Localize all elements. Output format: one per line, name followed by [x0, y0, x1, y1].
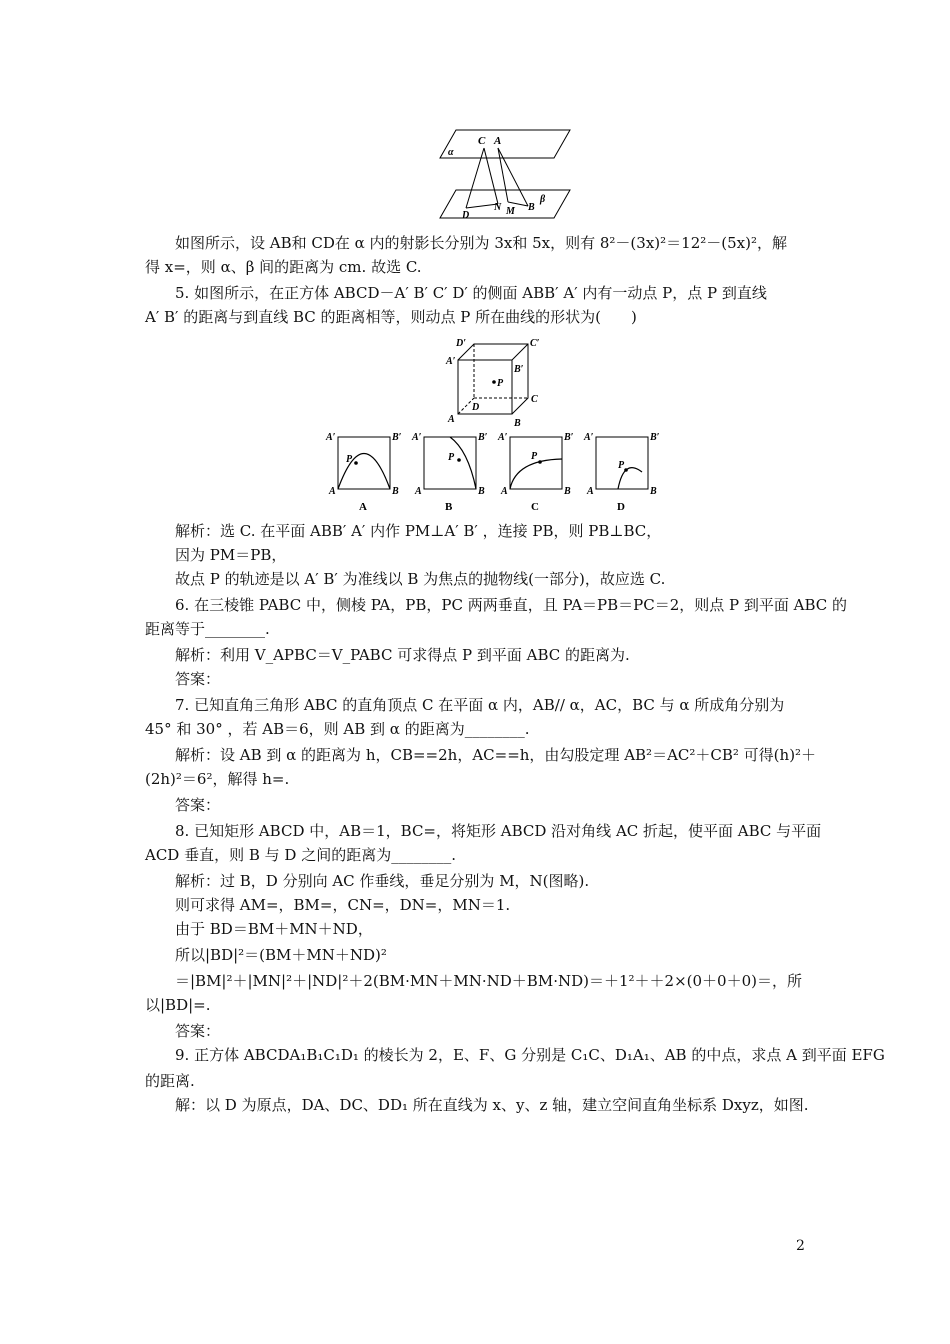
- figure-cube-svg: [446, 334, 546, 428]
- figure-cube: [446, 334, 546, 428]
- option-D-top-left: A′: [584, 432, 594, 443]
- text-line-23: ＝|BM|²＋|MN|²＋|ND|²＋2(BM·MN＋MN·ND＋BM·ND)＝＋1²＋＋2×(0＋0＋0)＝，所: [175, 972, 802, 990]
- text-line-4: A′ B′ 的距离与到直线 BC 的距离相等，则动点 P 所在曲线的形状为( ): [145, 308, 637, 326]
- text-line-1: 如图所示，设 AB和 CD在 α 内的射影长分别为 3x和 5x，则有 8²－(3x)²＝12²－(5x)²，解: [175, 234, 787, 252]
- option-A-caption: A: [359, 501, 367, 513]
- text-line-28: 解：以 D 为原点，DA、DC、DD₁ 所在直线为 x、y、z 轴，建立空间直角坐标系 Dxyz，如图.: [175, 1096, 809, 1114]
- option-B-figure: [411, 432, 488, 513]
- option-D-bottom-left: A: [587, 486, 594, 497]
- text-line-15: (2h)²＝6²，解得 h=.: [145, 770, 290, 788]
- option-A-bottom-left: A: [329, 486, 336, 497]
- label-C-bottom: C: [531, 394, 538, 405]
- option-D-caption: D: [617, 501, 625, 513]
- text-line-7: 故点 P 的轨迹是以 A′ B′ 为准线以 B 为焦点的抛物线(一部分)，故应选 C.: [175, 570, 666, 588]
- text-line-25: 答案：: [175, 1022, 221, 1040]
- text-line-18: ACD 垂直，则 B 与 D 之间的距离为________.: [145, 846, 456, 864]
- text-line-11: 答案：: [175, 670, 221, 688]
- text-line-12: 7. 已知直角三角形 ABC 的直角顶点 C 在平面 α 内，AB// α，AC，BC 与 α 所成角分别为: [175, 696, 785, 714]
- text-line-2: 得 x=，则 α、β 间的距离为 cm. 故选 C.: [145, 258, 422, 276]
- text-line-13: 45° 和 30° ，若 AB＝6，则 AB 到 α 的距离为________.: [145, 720, 530, 738]
- label-P: P: [497, 378, 504, 389]
- figure-parallel-planes-svg: [436, 126, 576, 226]
- option-B-top-left: A′: [412, 432, 422, 443]
- text-line-26: 9. 正方体 ABCDA₁B₁C₁D₁ 的棱长为 2，E、F、G 分别是 C₁C、D₁A₁、AB 的中点，求点 A 到平面 EFG: [175, 1046, 885, 1064]
- option-C-point: P: [531, 451, 538, 462]
- label-C-prime: C′: [530, 338, 540, 349]
- label-alpha: α: [448, 147, 454, 158]
- option-C-top-right: B′: [564, 432, 574, 443]
- label-N: N: [494, 202, 502, 213]
- option-B-bottom-left: A: [415, 486, 422, 497]
- text-line-5: 解析：选 C. 在平面 ABB′ A′ 内作 PM⊥A′ B′ ，连接 PB，则 PB⊥BC，: [175, 522, 662, 540]
- text-line-19: 解析：过 B，D 分别向 AC 作垂线，垂足分别为 M，N(图略).: [175, 872, 590, 890]
- text-line-6: 因为 PM＝PB，: [175, 546, 287, 564]
- label-C: C: [478, 135, 486, 147]
- option-A-top-left: A′: [326, 432, 336, 443]
- label-B-prime: B′: [514, 364, 524, 375]
- figure-parallel-planes: [436, 126, 576, 226]
- label-D-prime: D′: [456, 338, 467, 349]
- option-D-point: P: [618, 460, 625, 471]
- page-number: 2: [796, 1238, 805, 1254]
- text-line-16: 答案：: [175, 796, 221, 814]
- option-D-figure: [583, 432, 660, 513]
- option-A-point: P: [346, 454, 353, 465]
- option-B-caption: B: [445, 501, 453, 513]
- text-line-20: 则可求得 AM=，BM=，CN=，DN=，MN＝1.: [175, 896, 511, 914]
- label-D: D: [462, 210, 470, 221]
- label-A-prime: A′: [446, 356, 456, 367]
- label-A: A: [494, 135, 502, 147]
- option-C-bottom-right: B: [564, 486, 571, 497]
- text-line-14: 解析：设 AB 到 α 的距离为 h，CB==2h，AC==h，由勾股定理 AB²＝AC²＋CB² 可得(h)²＋: [175, 746, 817, 764]
- text-line-24: 以|BD|=.: [145, 996, 211, 1014]
- option-C-top-left: A′: [498, 432, 508, 443]
- text-line-17: 8. 已知矩形 ABCD 中，AB＝1，BC=，将矩形 ABCD 沿对角线 AC 折起，使平面 ABC 与平面: [175, 822, 822, 840]
- option-D-bottom-right: B: [650, 486, 657, 497]
- label-B: B: [528, 202, 535, 213]
- option-B-top-right: B′: [478, 432, 488, 443]
- option-B-point: P: [448, 452, 455, 463]
- option-C-figure: [497, 432, 574, 513]
- option-C-caption: C: [531, 501, 539, 513]
- option-B-bottom-right: B: [478, 486, 485, 497]
- option-A-bottom-right: B: [392, 486, 399, 497]
- label-beta: β: [540, 194, 546, 205]
- label-M: M: [506, 206, 515, 217]
- label-D-bottom: D: [472, 402, 480, 413]
- option-D-top-right: B′: [650, 432, 660, 443]
- text-line-10: 解析：利用 V_APBC＝V_PABC 可求得点 P 到平面 ABC 的距离为.: [175, 646, 630, 664]
- label-B-bottom: B: [514, 418, 521, 429]
- figure-answer-options-svg: [326, 428, 662, 518]
- text-line-21: 由于 BD＝BM＋MN＋ND，: [175, 920, 373, 938]
- label-A-bottom: A: [448, 414, 455, 425]
- text-line-3: 5. 如图所示，在正方体 ABCD－A′ B′ C′ D′ 的侧面 ABB′ A′ 内有一动点 P，点 P 到直线: [175, 284, 767, 302]
- option-C-bottom-left: A: [501, 486, 508, 497]
- text-line-22: 所以|BD|²＝(BM＋MN＋ND)²: [175, 946, 387, 964]
- text-line-27: 的距离.: [145, 1072, 195, 1090]
- option-A-figure: [325, 432, 402, 513]
- text-line-8: 6. 在三棱锥 PABC 中，侧棱 PA，PB，PC 两两垂直，且 PA＝PB＝PC＝2，则点 P 到平面 ABC 的: [175, 596, 848, 614]
- figure-answer-options: [326, 428, 662, 518]
- option-A-top-right: B′: [392, 432, 402, 443]
- text-line-9: 距离等于________.: [145, 620, 270, 638]
